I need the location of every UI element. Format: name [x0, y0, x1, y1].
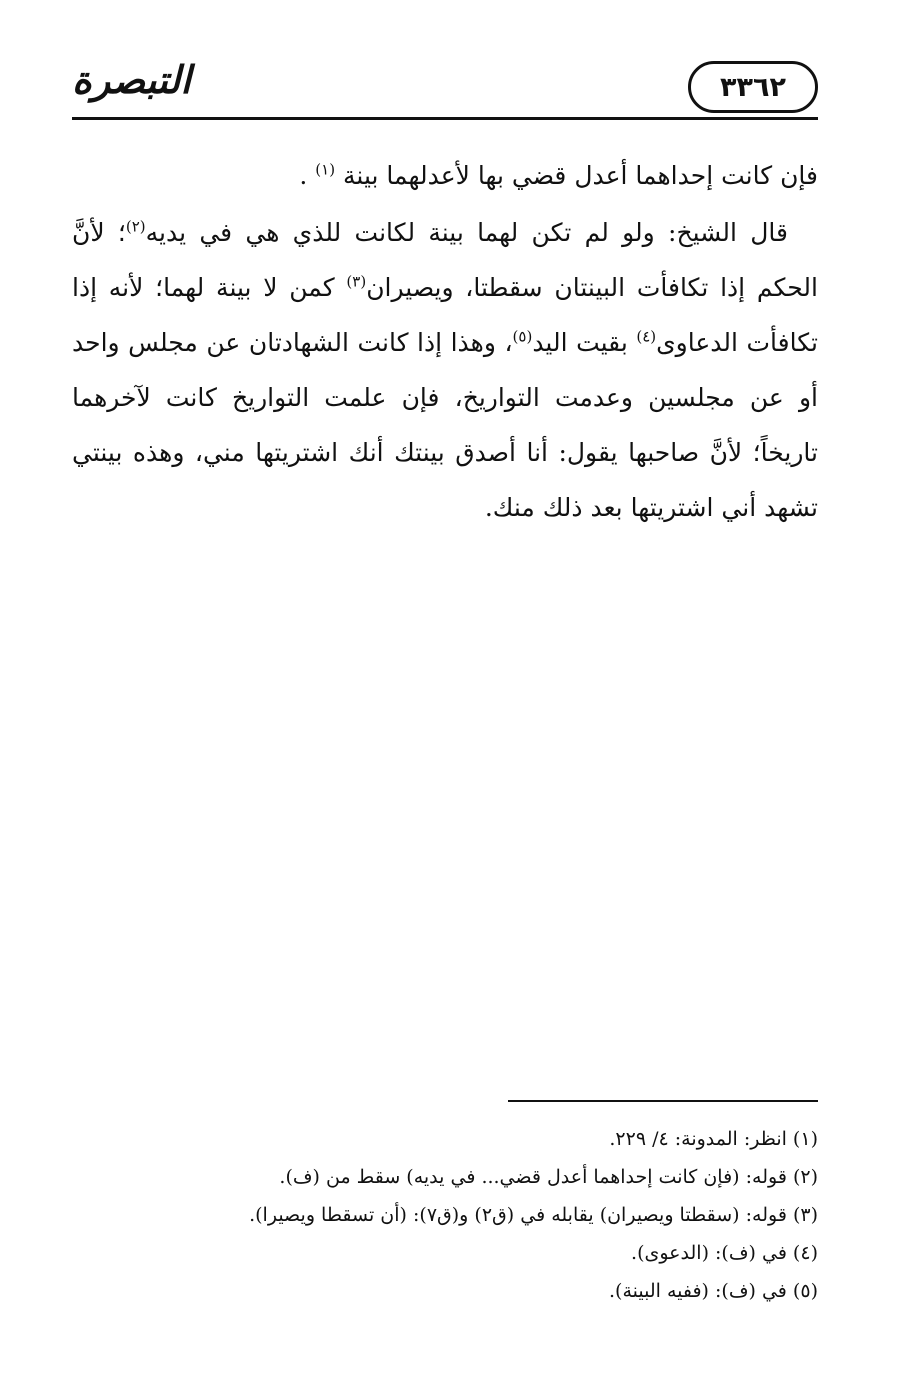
- main-text: [72, 148, 818, 535]
- footnote-ref-2: (٢): [125, 217, 146, 236]
- footnote-3: (٣) قوله: (سقطتا ويصيران) يقابله في (ق٢) و(ق٧): (أن تسقطا ويصيرا).: [249, 1204, 818, 1226]
- paragraph-2-part-a: قال الشيخ: ولو لم تكن لهما بينة لكانت للذي هي في يديه: [145, 218, 788, 247]
- footnote-4: (٤) في (ف): (الدعوى).: [631, 1242, 818, 1264]
- paragraph-2-part-d: بقيت اليد: [532, 328, 637, 357]
- page-header: [72, 55, 818, 125]
- page-number-badge: [688, 61, 818, 113]
- paragraph-2: [72, 205, 818, 535]
- paragraph-1: [72, 148, 818, 203]
- footnote-5: (٥) في (ف): (ففيه البينة).: [609, 1280, 818, 1302]
- footnote-ref-5: (٥): [512, 327, 533, 346]
- footnotes: [118, 1120, 818, 1310]
- paragraph-2-part-e: ، وهذا إذا كانت الشهادتان عن مجلس واحد أو عن مجلسين وعدمت التواريخ، فإن علمت التواريخ كانت لآخرهما تاريخاً؛ لأنَّ صاحبها يقول: أنا أصدق بينتك أنك اشتريتها مني، وهذه بينتي تشهد أني اشتريتها بعد ذلك منك.: [72, 328, 818, 522]
- header-rule: [72, 117, 818, 120]
- paragraph-1-text: فإن كانت إحداهما أعدل قضي بها لأعدلهما بينة: [343, 161, 818, 190]
- footnote-ref-3: (٣): [346, 272, 367, 291]
- paragraph-2-part-b: ؛ لأنَّ الحكم إذا تكافأت البينتان سقطتا، ويصيران: [72, 218, 818, 302]
- footnote-2: (٢) قوله: (فإن كانت إحداهما أعدل قضي... في يديه) سقط من (ف).: [279, 1166, 818, 1188]
- footnote-ref-1: (١): [315, 160, 336, 179]
- footnote-1: (١) انظر: المدونة: ٤/ ٢٢٩.: [609, 1128, 818, 1150]
- footnote-ref-4: (٤): [636, 327, 657, 346]
- page-number: ٣٣٦٢: [720, 71, 786, 103]
- book-title: التبصرة: [72, 57, 191, 102]
- footnote-separator: [508, 1100, 818, 1102]
- paragraph-2-part-c: كمن لا بينة لهما؛ لأنه إذا تكافأت الدعاوى: [72, 273, 818, 357]
- paragraph-1-end: .: [299, 161, 308, 190]
